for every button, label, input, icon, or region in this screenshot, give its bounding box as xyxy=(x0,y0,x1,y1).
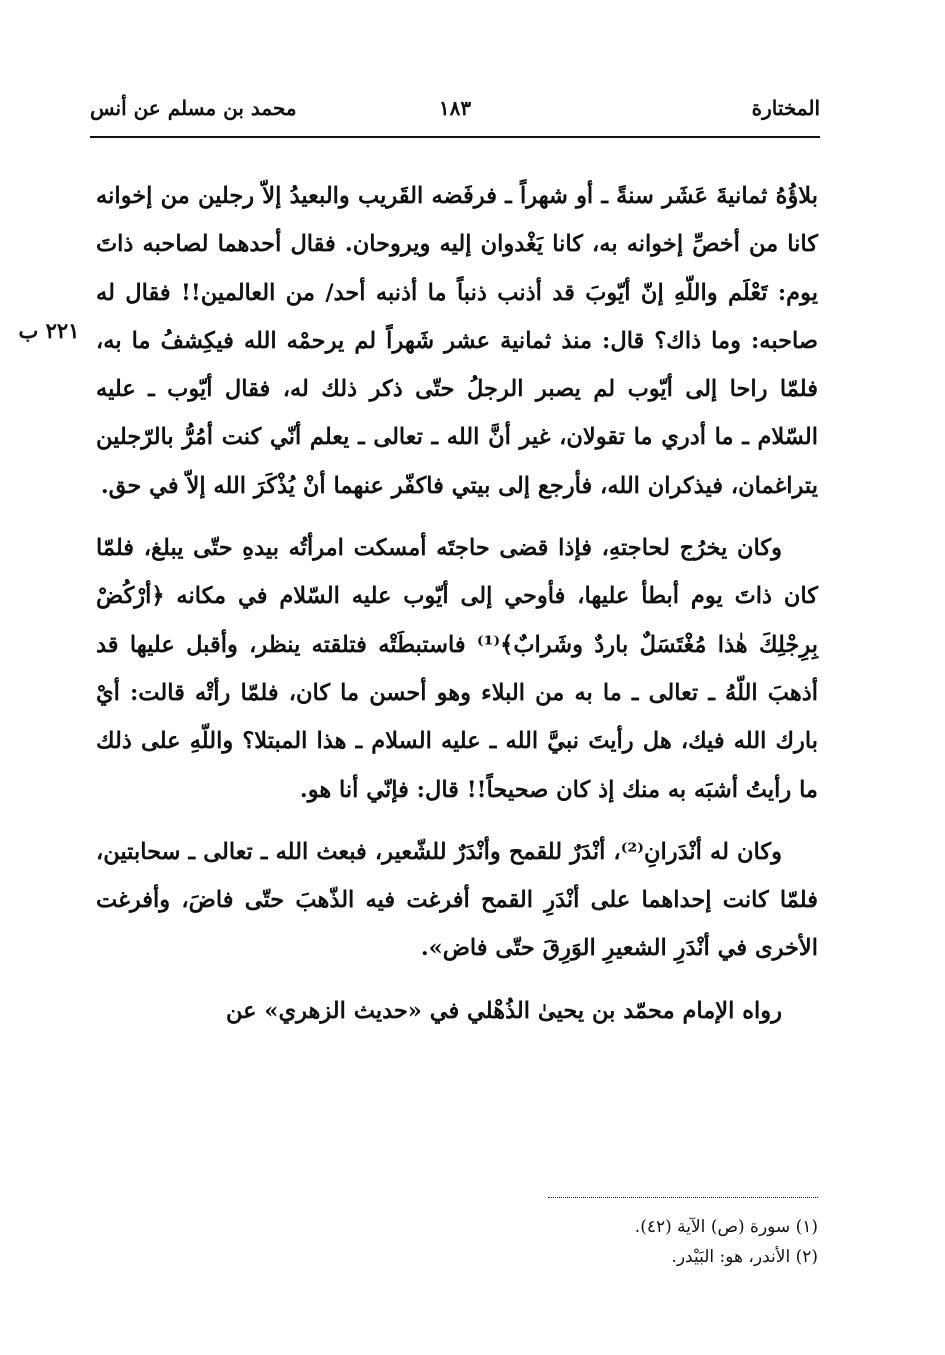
chapter-title: محمد بن مسلم عن أنس xyxy=(90,96,297,120)
footnote-2: (٢) الأندر، هو: البَيْدر. xyxy=(671,1247,818,1267)
paragraph-4: رواه الإمام محمّد بن يحيىٰ الذُهْلي في «حديث الزهري» عن xyxy=(226,997,782,1024)
paragraph-1: بلاؤُهُ ثمانيةَ عَشَر سنةً ـ أو شهراً ـ فرفَضه القَريب والبعيدُ إلاّ رجلين من إخوانه كانا من أخصِّ إخوانه به، كانا يَغْدوان إليه ويروحان. فقال أحدهما لصاحبه ذاتَ يوم: تَعْلَم واللّهِ إنّ أيّوبَ قد أذنب ذنباً ما أذنبه أحد/ من العالمين!! فقال له صاحبه: وما ذاك؟ قال: منذ ثمانية عشر شَهراً لم يرحمْه الله فيكِشفُ ما به، فلمّا راحا إلى أيّوب لم يصبر الرجلُ حتّى ذكر ذلك له، فقال أيّوب ـ عليه السّلام ـ ما أدري ما تقولان، غير أنَّ الله ـ تعالى ـ يعلم أنّي كنت أمُرُّ بالرّجلين يتراغمان، فيذكران الله، فأرجع إلى بيتي فاكفّر عنهما أنْ يُذْكَرَ الله إلاّ في حق. xyxy=(96,183,818,499)
paragraph-3: وكان له أنْدَرانِ⁽²⁾، أنْدَرٌ للقمح وأنْدَرٌ للشّعير، فبعث الله ـ تعالى ـ سحابتين، فلمّا كانت إحداهما على أنْدَرِ القمح أفرغت فيه الذّهبَ حتّى فاضَ، وأفرغت الأخرى في أنْدَرِ الشعيرِ الوَرِقَ حتّى فاض». xyxy=(96,838,818,962)
running-header xyxy=(90,96,820,136)
main-text xyxy=(96,172,818,1035)
header-rule xyxy=(90,136,820,138)
footnote-separator xyxy=(548,1197,818,1198)
footnote-1: (١) سورة (ص) الآية (٤٢). xyxy=(634,1217,818,1237)
book-title: المختارة xyxy=(751,96,820,120)
footnotes xyxy=(420,1212,818,1272)
margin-folio-note: ٢٢١ ب xyxy=(18,318,80,343)
paragraph-2: وكان يخرُج لحاجتهِ، فإذا قضى حاجتَه أمسكت امرأتُه بيدهِ حتّى يبلغ، فلمّا كان ذاتَ يوم أبطأ عليها، فأوحي إلى أيّوب عليه السّلام في مكانه ﴿أرْكُضْ بِرِجْلِكَ هٰذا مُغْتَسَلٌ باردٌ وشَرابٌ﴾⁽¹⁾ فاستبطَتْه فتلقته ينظر، وأقبل عليها قد أذهبَ اللّهُ ـ تعالى ـ ما به من البلاء وهو أحسن ما كان، فلمّا رأتْه قالت: أيْ بارك الله فيك، هل رأيتَ نبيَّ الله ـ عليه السلام ـ هذا المبتلا؟ واللّهِ على ذلك ما رأيتُ أشبَه به منك إذ كان صحيحاً!! قال: فإنّي أنا هو. xyxy=(96,535,818,803)
page-number: ١٨٣ xyxy=(438,96,472,120)
